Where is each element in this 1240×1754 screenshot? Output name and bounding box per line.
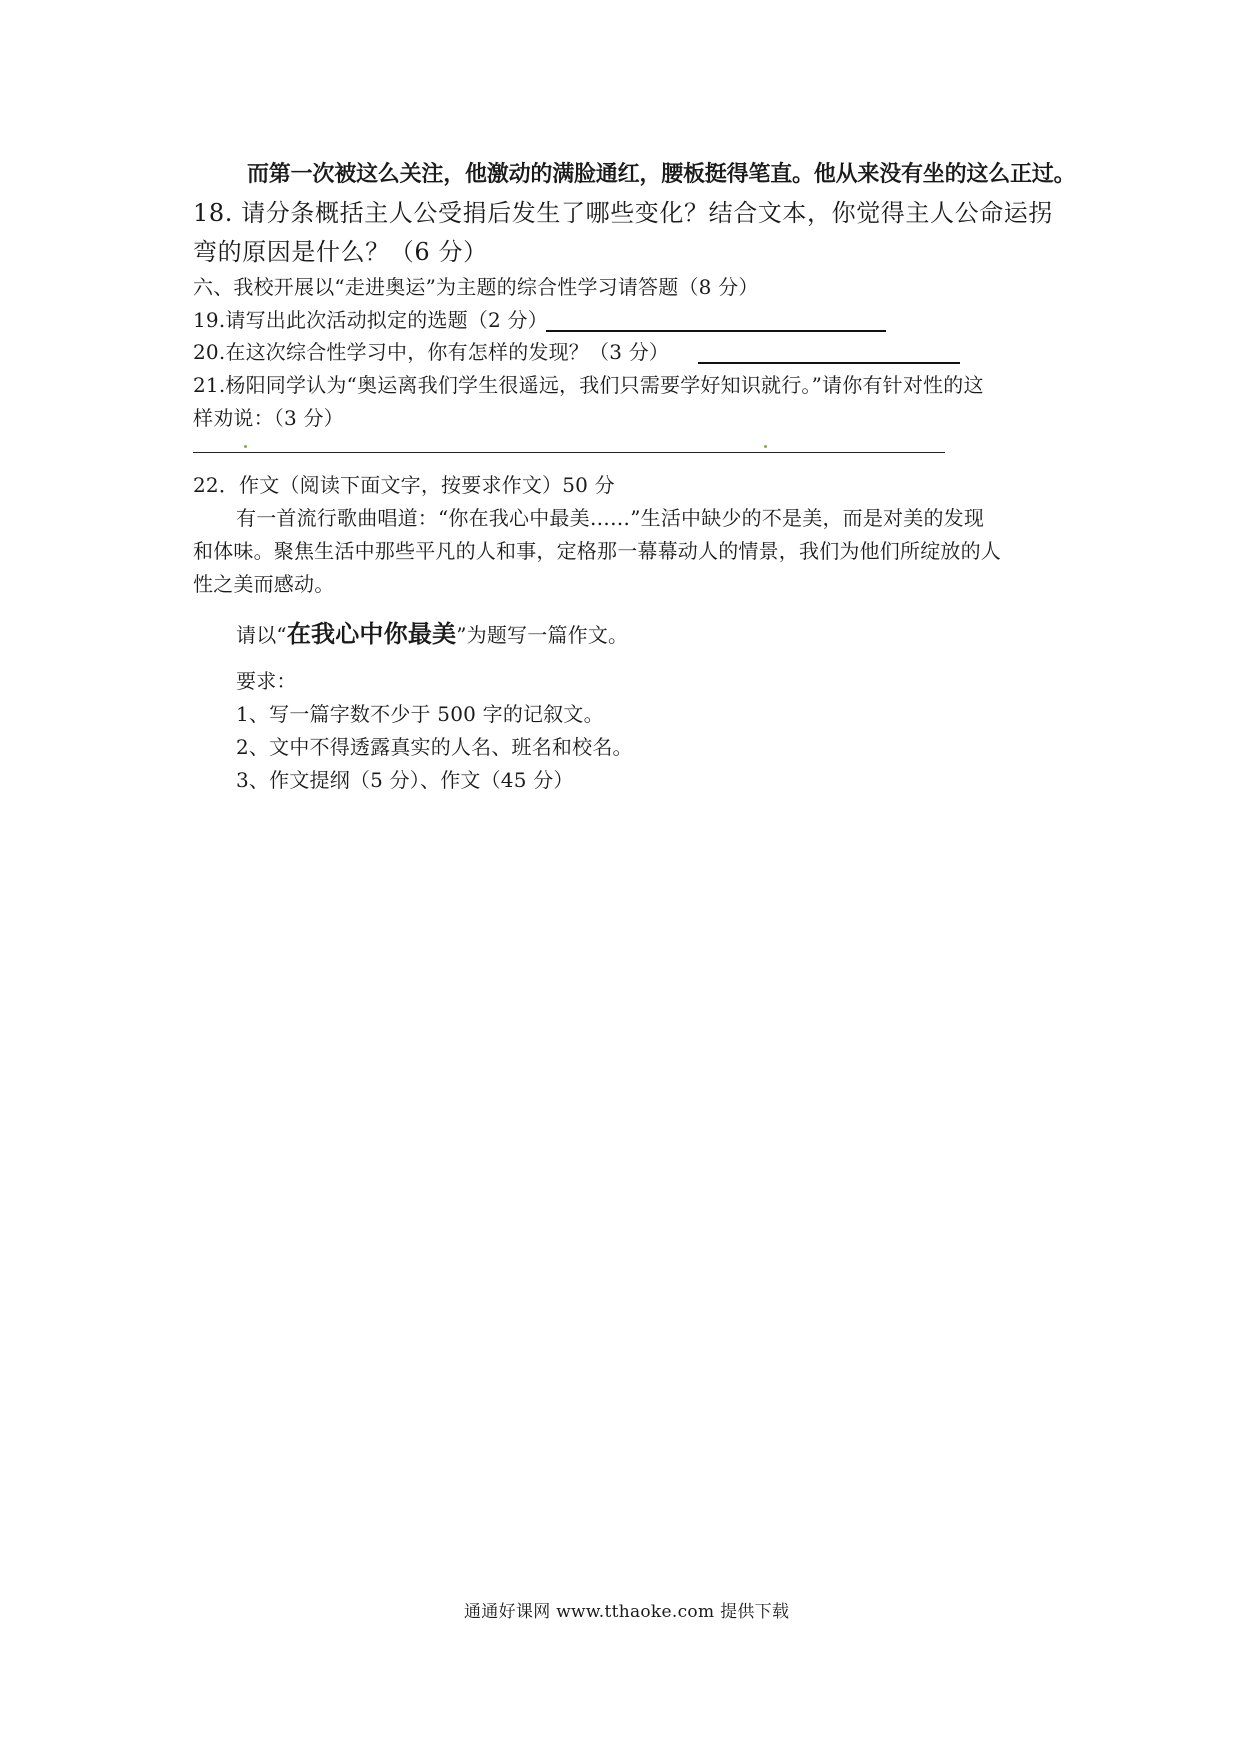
requirement-item: 2、文中不得透露真实的人名、班名和校名。 xyxy=(236,735,633,759)
passage-bold-line: 而第一次被这么关注，他激动的满脸通红，腰板挺得笔直。他从来没有坐的这么正过。 xyxy=(247,162,1076,187)
answer-blank-19[interactable] xyxy=(546,330,886,332)
page-footer: 通通好课网 www.tthaoke.com 提供下载 xyxy=(464,1602,790,1622)
essay-material-line-1: 有一首流行歌曲唱道：“你在我心中最美……”生活中缺少的不是美，而是对美的发现 xyxy=(236,506,985,530)
question-18-line-1: 18. 请分条概括主人公受捐后发生了哪些变化？结合文本，你觉得主人公命运拐 xyxy=(193,199,1053,227)
answer-blank-21[interactable] xyxy=(193,452,945,453)
essay-material-line-3: 性之美而感动。 xyxy=(193,572,335,596)
section-6-heading: 六、我校开展以“走进奥运”为主题的综合性学习请答题（8 分） xyxy=(193,275,759,299)
requirements-heading: 要求： xyxy=(236,669,297,693)
question-20: 20.在这次综合性学习中，你有怎样的发现？（3 分） xyxy=(193,340,670,364)
question-21-line-1: 21.杨阳同学认为“奥运离我们学生很遥远，我们只需要学好知识就行。”请你有针对性的这 xyxy=(193,373,984,397)
scan-speck xyxy=(244,445,247,448)
question-19: 19.请写出此次活动拟定的选题（2 分） xyxy=(193,308,548,332)
question-22-heading: 22．作文（阅读下面文字，按要求作文）50 分 xyxy=(193,473,615,497)
essay-prompt-prefix: 请以“ xyxy=(236,623,287,647)
requirement-item: 1、写一篇字数不少于 500 字的记叙文。 xyxy=(236,702,604,726)
question-21-line-2: 样劝说：（3 分） xyxy=(193,406,344,430)
essay-prompt-suffix: ”为题写一篇作文。 xyxy=(456,623,629,647)
essay-material-line-2: 和体味。聚焦生活中那些平凡的人和事，定格那一幕幕动人的情景，我们为他们所绽放的人 xyxy=(193,539,1001,563)
essay-title: 在我心中你最美 xyxy=(286,620,457,648)
answer-blank-20[interactable] xyxy=(698,362,960,364)
requirement-item: 3、作文提纲（5 分）、作文（45 分） xyxy=(236,768,574,792)
question-18-line-2: 弯的原因是什么？（6 分） xyxy=(193,238,488,266)
essay-prompt xyxy=(236,622,628,646)
scan-speck xyxy=(764,445,767,448)
